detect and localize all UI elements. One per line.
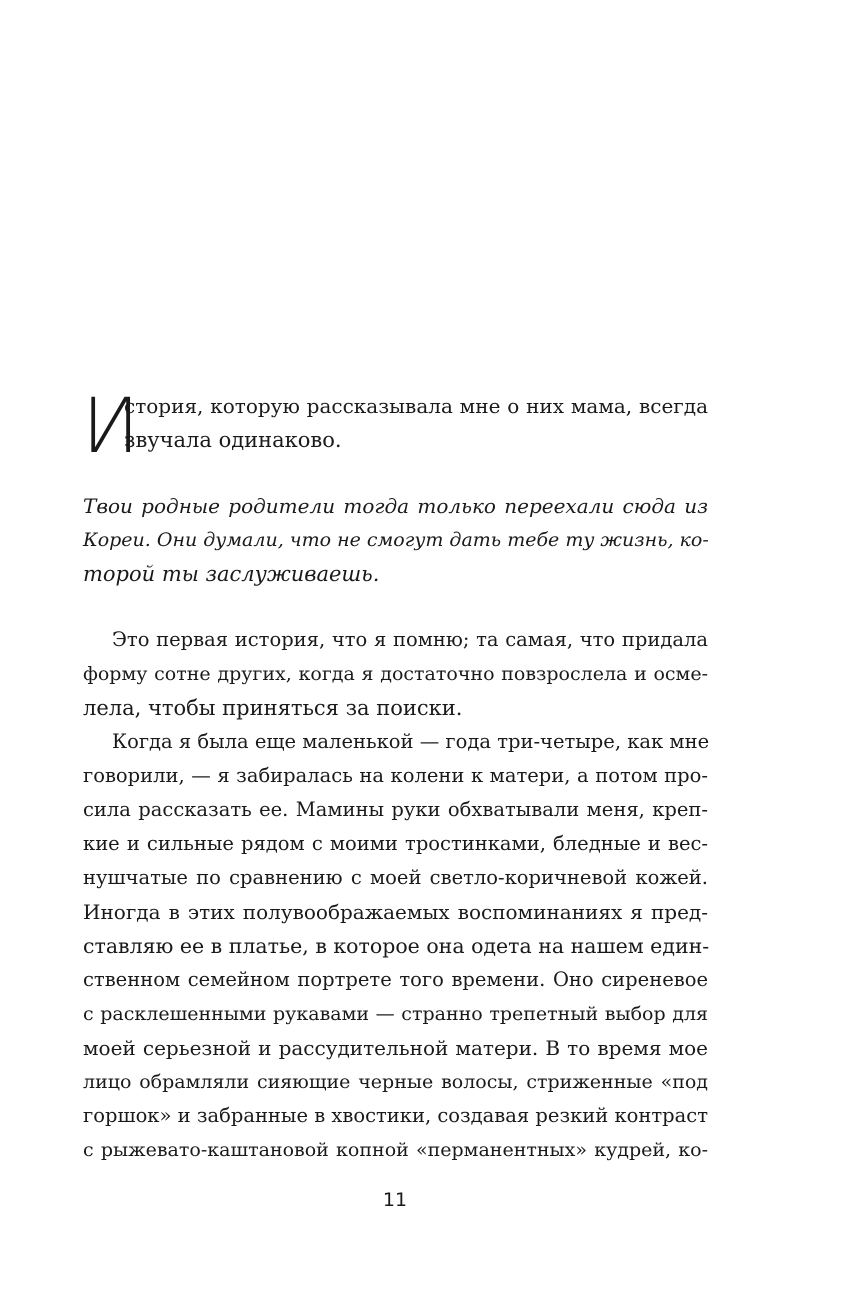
italic-line-1: Твои родные родители тогда только переехали сюда из — [83, 494, 708, 518]
paragraph-2-line-13: с рыжевато-каштановой копной «перманентных» кудрей, ко- — [83, 1139, 708, 1161]
paragraph-2-line-2: говорили, — я забиралась на колени к матери, а потом про- — [83, 764, 708, 787]
page-number: 11 — [382, 1189, 408, 1211]
paragraph-2-line-9: с расклешенными рукавами — странно трепетный выбор для — [83, 1003, 708, 1025]
paragraph-1-line-2: форму сотне других, когда я достаточно повзрослела и осме- — [83, 663, 708, 685]
paragraph-2-line-12: горшок» и забранные в хвостики, создавая резкий контраст — [83, 1104, 708, 1127]
paragraph-2-line-11: лицо обрамляли сияющие черные волосы, стриженные «под — [83, 1071, 708, 1093]
paragraph-2-line-8: ственном семейном портрете того времени. Оно сиреневое — [83, 968, 708, 991]
paragraph-2-line-6: Иногда в этих полувоображаемых воспоминаниях я пред- — [83, 900, 708, 924]
paragraph-1-line-1: Это первая история, что я помню; та самая, что придала — [112, 628, 708, 651]
italic-line-2: Кореи. Они думали, что не смогут дать тебе ту жизнь, ко- — [83, 529, 709, 551]
paragraph-2-line-4: кие и сильные рядом с моими тростинками, бледные и вес- — [83, 832, 708, 855]
italic-line-3: торой ты заслуживаешь. — [83, 562, 380, 586]
paragraph-2-line-3: сила рассказать ее. Мамины руки обхватывали меня, креп- — [83, 798, 708, 821]
paragraph-2-line-10: моей серьезной и рассудительной матери. В то время мое — [83, 1036, 708, 1060]
paragraph-1-line-3: лела, чтобы приняться за поиски. — [83, 696, 463, 720]
paragraph-2-line-7: ставляю ее в платье, в которое она одета на нашем един- — [83, 934, 710, 958]
drop-cap: И — [82, 381, 138, 470]
opening-line-2: звучала одинаково. — [124, 428, 342, 452]
opening-line-1: стория, которую рассказывала мне о них мама, всегда — [124, 394, 708, 418]
paragraph-2-line-1: Когда я была еще маленькой — года три-четыре, как мне — [112, 730, 710, 753]
paragraph-2-line-5: нушчатые по сравнению с моей светло-коричневой кожей. — [83, 866, 708, 889]
